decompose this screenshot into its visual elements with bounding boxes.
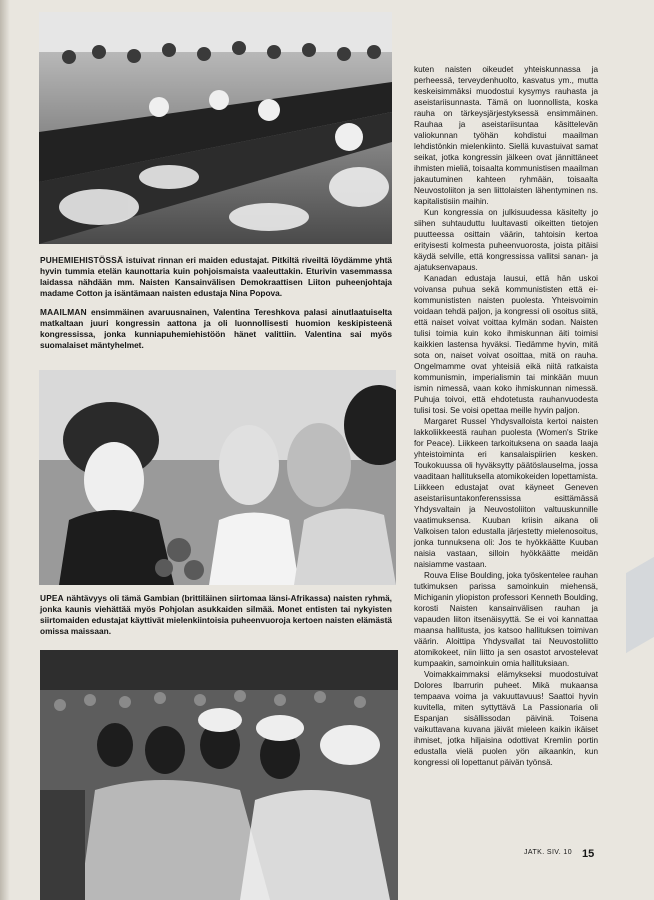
gambia-delegation-photo — [40, 650, 398, 900]
article-paragraph: Rouva Elise Boulding, joka työskentelee rauhan tutkimuksen parissa samoinkuin miehensä, Michiganin yliopiston professori Kenneth Boulding, korosti Naisten kansainvälisen rauhan ja vapauden liiton itsenäisyyttä. Se ei voi kannattaa maansa hallitusta, jos katsoo hallituksen toimivan väärin. Aloittipa Yhdysvallat tai Neuvostoliitto atomikokeet, niin liitto ja sen osastot arvostelevat kumpaakin, samoinkuin omia hallituksiaan. — [414, 571, 598, 668]
presidium-photo — [39, 12, 392, 244]
page-tab-marker — [626, 557, 654, 653]
article-paragraph: Kun kongressia on julkisuudessa käsitelty jo siihen suhtauduttu luultavasti oikeitten tietojen puutteessa osittain väärin, tahtoisin kertoa erityisesti kolmesta puheenvuorosta, joista pitäisi käydä selville, että kongressissa vallitsi sanan- ja ajatuksenvapaus. — [414, 208, 598, 272]
article-paragraph: Voimakkaimmaksi elämykseksi muodostuivat Dolores Ibarrurin puheet. Mikä mukaansa tempaava voima ja vakuuttavuus! Saattoi hyvin kuvitella, miten syttyttävä La Passionaria oli Espanjan sisällissodan päivinä. Toisena vaikuttavana kuvana jäivät mieleen kaikin ikäiset ihmiset, jotka hiljaisina odottivat Kremlin portin edustalla vielä puolen yön aikaankin, kun kongressi oli lopettanut päivän työnsä. — [414, 670, 598, 767]
article-column — [414, 64, 598, 768]
presidium-caption-lead: PUHEMIEHISTÖSSÄ — [40, 255, 124, 265]
article-paragraph: Kanadan edustaja lausui, että hän uskoi voivansa puhua sekä kommunististen että ei-kommunististen naisten puolesta. Yhteisvoimin voidaan tehdä paljon, ja kongressi oli osoitus siitä, että naiset voivat voittaa kylmän sodan. Naisten tulisi toimia kuin koko ihmiskunnan äiti toimisi kaikkien lastensa hyväksi. Tiedämme hyvin, mitä sota on, naiset voivat osoittaa, mitä on rauha. Ongelmamme ovat yhteisiä eikä niitä ratkaista kommunismin, imperialismin tai minkään muun ismin nimessä, vaan koko ihmiskunnan nimessä. Puhuja toivoi, että ehdotetusta rauhanvuodesta tulisi tosi. Se voisi opettaa meille hyvin paljon. — [414, 274, 598, 415]
continuation-note: JATK. SIV. 10 — [524, 849, 572, 856]
tereshkova-photo — [39, 370, 396, 585]
page-gutter-shadow — [0, 0, 10, 900]
presidium-caption-text: istuivat rinnan eri maiden edustajat. Pitkiltä riveiltä löydämme yhtä hyvin tummia etelän kaunottaria kuin pohjoismaista vaaleuttakin. Eturivin vasemmassa laidassa nähdään mm. Naisten Kansainvälisen Demokraattisen Liiton puheenjohtaja madame Cotton ja isäntämaan naisten edustaja Nina Popova. — [40, 255, 392, 298]
tereshkova-caption-lead: MAAILMAN — [40, 307, 87, 317]
gambia-caption-lead: UPEA — [40, 593, 64, 603]
gambia-caption — [40, 593, 392, 637]
presidium-caption — [40, 255, 392, 299]
tereshkova-caption-text: ensimmäinen avaruusnainen, Valentina Tereshkova palasi ainutlaatuiselta matkaltaan juuri kongressin aattona ja oli luonnollisesti huomion keskipisteenä kongressissa, jonka kunniapuhemiehistöön hänet valittiin. Valentina sai myös suomalaiset mäntyhelmet. — [40, 307, 392, 350]
tereshkova-caption — [40, 307, 392, 351]
article-paragraph: Margaret Russel Yhdysvalloista kertoi naisten lakkoliikkeestä rauhan puolesta (Women's Strike for Peace). Liikkeen tarkoituksena on saada laaja yhteistoiminta eri kansalaispiirien kesken. Toukokuussa oli hyväksytty päätöslauselma, jossa vaaditaan hallituksella atomikokeiden lopettamista. Liikkeen edustajat ovat käyneet Geneven aseistariisuntakonferenssissa esittämässä Yhdysvaltain ja Neuvostoliiton valtuuskunnille vaatimuksensa. Kuuban kriisin aikana oli Valkoisen talon edustalla järjestetty mielenosoitus, jonka tunnuksena oli: Jos te hyökkäätte Kuuban naisia vastaan, silloin hyökkäätte meidän naisiamme vastaan. — [414, 417, 598, 569]
article-paragraph: kuten naisten oikeudet yhteiskunnassa ja perheessä, terveydenhuolto, kasvatus ym., mutta keskeisimmäksi muodostui kysymys rauhasta ja aseistariisunnasta. Tämä on luonnollista, koska rauha on tärkeysjärjestyksessä ensimmäinen. Rauhaa ja aseistariisuntaa käsittelevän valiokunnan työhän kohdistui maailman lehdistönkin mielenkiinto. Siellä kuvastuivat samat seikat, jotka kongressin jälkeen ovat jännittäneet ihmisten mieliä, toisaalta kommunistisen maailman jakautuminen kahteen ryhmään, toisaalta Neuvostoliiton ja sen liittolaisten lähentyminen ns. kapitalistisiin maihin. — [414, 65, 598, 206]
page-number: 15 — [582, 848, 595, 860]
gambia-caption-text: nähtävyys oli tämä Gambian (brittiläinen siirtomaa länsi-Afrikassa) naisten ryhmä, jonka kaunis viehättää myös Pohjolan asukkaiden silmää. Monet entisten tai nykyisten siirtomaiden edustajat käyttivät mielenkiintoisia puheenvuoroja kertoen naisten elämästä omissa maissaan. — [40, 593, 392, 636]
